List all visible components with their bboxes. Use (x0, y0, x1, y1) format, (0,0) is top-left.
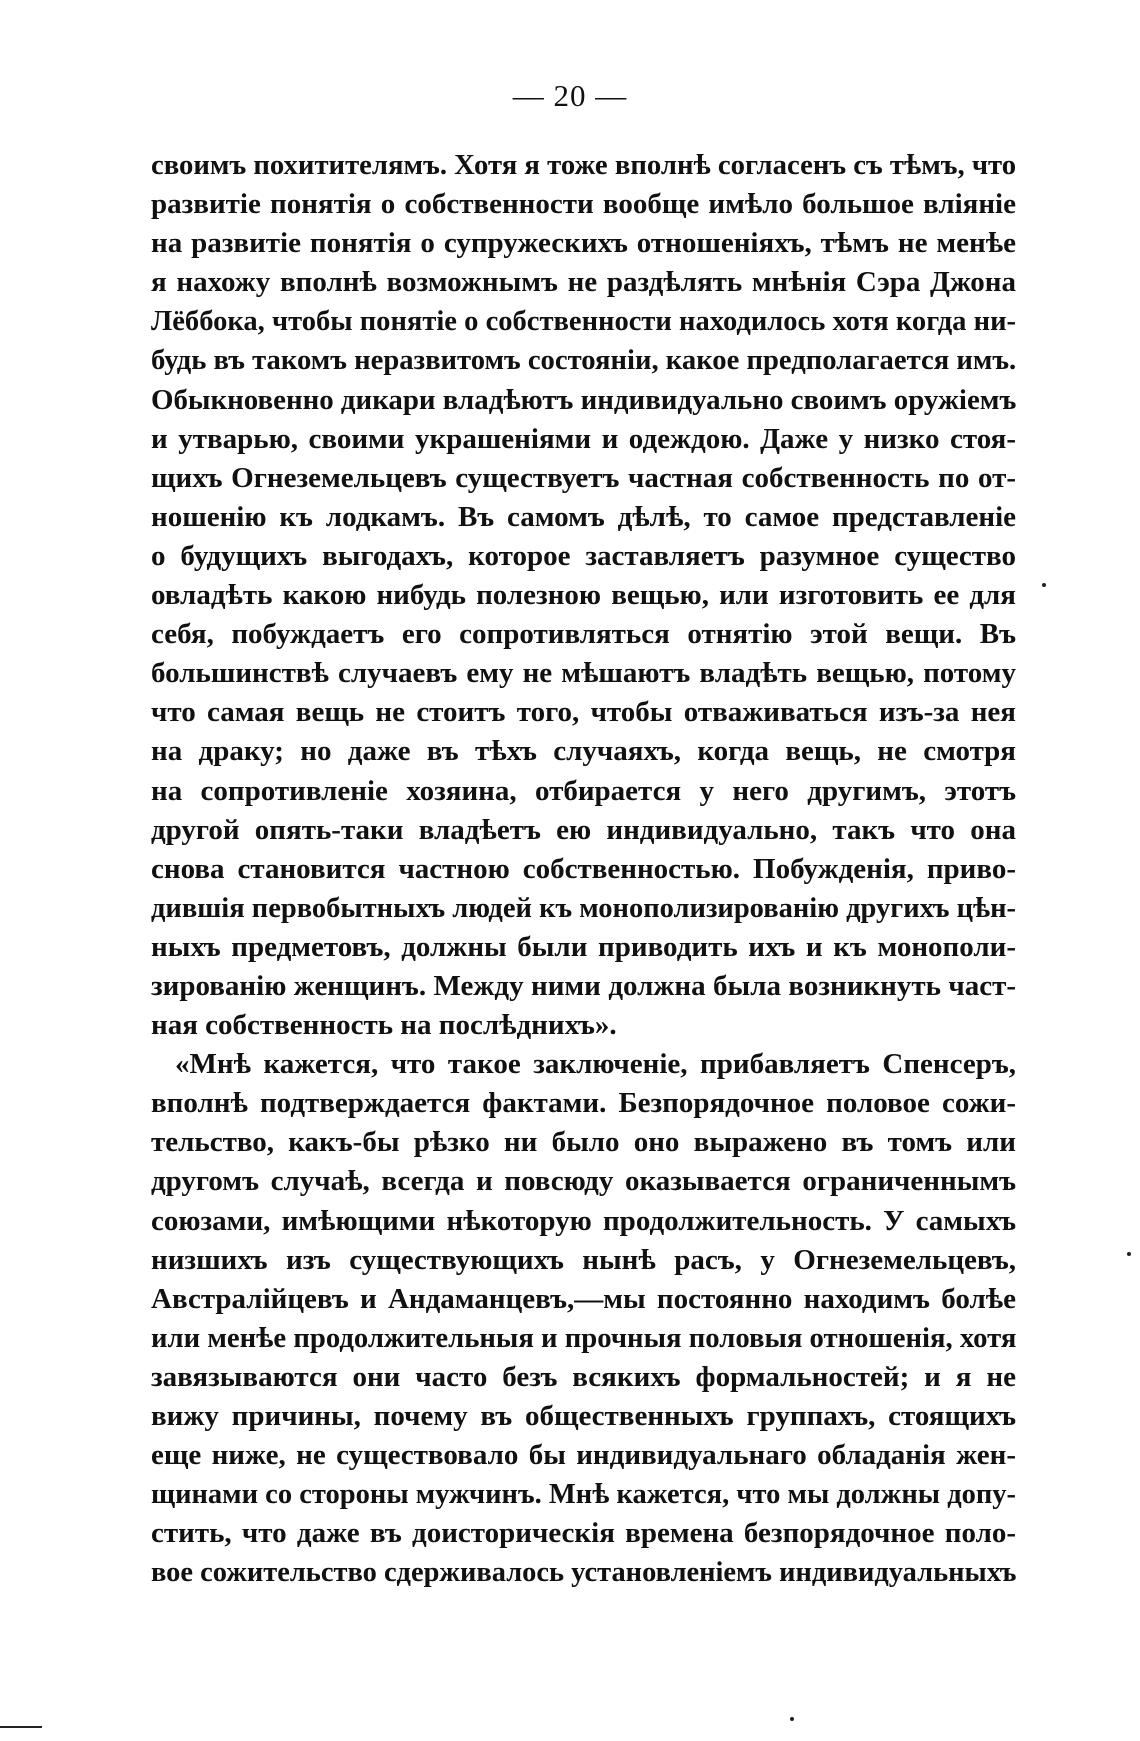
text-line: другомъ случаѣ, всегда и повсюду оказывается ограниченнымъ (151, 1165, 1016, 1198)
page-number: — 20 — (512, 78, 628, 113)
text-line: о будущихъ выгодахъ, которое заставляетъ разумное существо (151, 539, 1016, 572)
text-line: вое сожительство сдерживалось установленіемъ индивидуальныхъ (151, 1556, 1017, 1589)
text-line: щинами со стороны мужчинъ. Мнѣ кажется, что мы должны допу- (151, 1478, 1017, 1511)
text-line: или менѣе продолжительныя и прочныя половыя отношенія, хотя (151, 1321, 1017, 1354)
text-line: вполнѣ подтверждается фактами. Безпорядочное половое сожи- (151, 1087, 1016, 1120)
text-line: большинствѣ случаевъ ему не мѣшаютъ владѣть вещью, потому (151, 657, 1016, 690)
text-line: ношенію къ лодкамъ. Въ самомъ дѣлѣ, то самое представленіе (151, 500, 1016, 533)
text-line: стить, что даже въ доисторическія времена безпорядочное поло- (151, 1517, 1016, 1550)
text-line: щихъ Огнеземельцевъ существуетъ частная собственность по от- (151, 461, 1016, 494)
text-line: ныхъ предметовъ, должны были приводить ихъ и къ монополи- (151, 930, 1016, 963)
text-line: ная собственность на послѣднихъ». (151, 1009, 617, 1042)
text-line: своимъ похитителямъ. Хотя я тоже вполнѣ согласенъ съ тѣмъ, что (151, 149, 1017, 181)
edge-rule-mark (0, 1726, 42, 1728)
text-line: завязываются они часто безъ всякихъ формальностей; и я не (151, 1360, 1016, 1393)
text-line: снова становится частною собственностью. Побужденія, приво- (151, 852, 1016, 885)
text-line: и утварью, своими украшеніями и одеждою. Даже у низко стоя- (151, 422, 1016, 455)
text-line: развитіе понятія о собственности вообще имѣло большое вліяніе (151, 188, 1016, 221)
text-line: зированію женщинъ. Между ними должна была возникнуть част- (151, 969, 1016, 1002)
paragraph-1 (151, 146, 1016, 1045)
text-line: что самая вещь не стоитъ того, чтобы отваживаться изъ-за нея (151, 696, 1016, 729)
text-line: будь въ такомъ неразвитомъ состояніи, какое предполагается имъ. (151, 344, 1017, 377)
text-line: другой опять-таки владѣетъ ею индивидуально, такъ что она (151, 813, 1016, 846)
text-line: еще ниже, не существовало бы индивидуальнаго обладанія жен- (151, 1439, 1016, 1472)
text-line: овладѣть какою нибудь полезною вещью, или изготовить ее для (151, 579, 1016, 612)
body-text (151, 146, 1016, 1592)
paragraph-2 (151, 1045, 1016, 1592)
text-line: Лёббока, чтобы понятіе о собственности находилось хотя когда ни- (151, 305, 1017, 338)
text-line: вижу причины, почему въ общественныхъ группахъ, стоящихъ (151, 1400, 1016, 1432)
print-speck (1042, 583, 1046, 587)
text-line: дившія первобытныхъ людей къ монополизированію другихъ цѣн- (151, 891, 1017, 924)
text-line: Австралійцевъ и Андаманцевъ,—мы постоянно находимъ болѣе (151, 1282, 1016, 1315)
text-line: союзами, имѣющими нѣкоторую продолжительность. У самыхъ (151, 1204, 1016, 1237)
text-line: низшихъ изъ существующихъ нынѣ расъ, у Огнеземельцевъ, (151, 1243, 1016, 1276)
text-line: на сопротивленіе хозяина, отбирается у него другимъ, этотъ (151, 774, 1016, 807)
print-speck (1127, 1252, 1131, 1256)
text-line: я нахожу вполнѣ возможнымъ не раздѣлять мнѣнія Сэра Джона (151, 266, 1016, 299)
print-speck (790, 1717, 794, 1721)
text-line: «Мнѣ кажется, что такое заключеніе, прибавляетъ Спенсеръ, (175, 1048, 1016, 1081)
text-line: Обыкновенно дикари владѣютъ индивидуально своимъ оружіемъ (151, 383, 1017, 416)
text-line: на драку; но даже въ тѣхъ случаяхъ, когда вещь, не смотря (151, 735, 1016, 768)
text-line: тельство, какъ-бы рѣзко ни было оно выражено въ томъ или (151, 1126, 1016, 1159)
text-line: на развитіе понятія о супружескихъ отношеніяхъ, тѣмъ не менѣе (151, 227, 1016, 260)
text-line: себя, побуждаетъ его сопротивляться отнятію этой вещи. Въ (151, 618, 1016, 651)
